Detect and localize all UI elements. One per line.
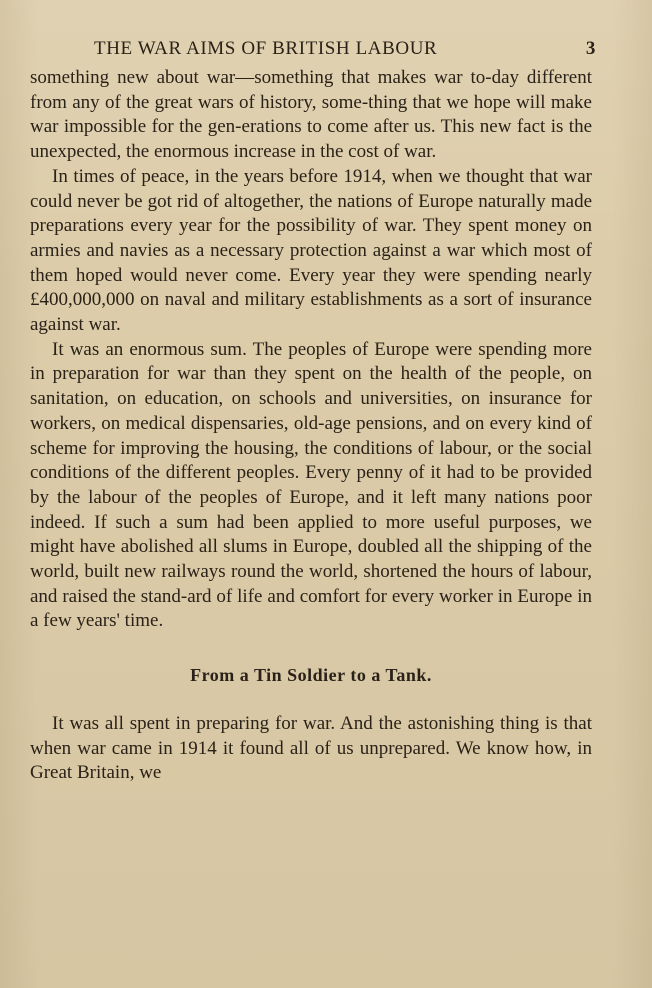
- paragraph: It was an enormous sum. The peoples of Europe were spending more in preparation for war than they spent on the health of the people, on sanitation, on education, on schools and universities, on insurance for workers, on medical dispensaries, old-age pensions, and on every kind of scheme for improving the housing, the conditions of labour, or the social conditions of the different peoples. Every penny of it had to be provided by the labour of the peoples of Europe, and it left many nations poor indeed. If such a sum had been applied to more useful purposes, we might have abolished all slums in Europe, doubled all the shipping of the world, built new railways round the world, shortened the hours of labour, and raised the stand-ard of life and comfort for every worker in Europe in a few years' time.: [30, 338, 592, 632]
- paragraph: It was all spent in preparing for war. And the astonishing thing is that when war came in 1914 it found all of us unprepared. We know how, in Great Britain, we: [30, 712, 592, 784]
- body-text: [30, 66, 592, 786]
- section-heading: From a Tin Soldier to a Tank.: [190, 665, 432, 686]
- running-title: THE WAR AIMS OF BRITISH LABOUR: [94, 38, 438, 59]
- page-header: [30, 38, 596, 66]
- paragraph-continued: something new about war—something that makes war to-day different from any of the great wars of history, some-thing that we hope will make war impossible for the gen-erations to come after us. This new fact is the unexpected, the enormous increase in the cost of war.: [30, 67, 592, 163]
- paragraph: In times of peace, in the years before 1914, when we thought that war could never be got rid of altogether, the nations of Europe naturally made preparations every year for the possibility of war. They spent money on armies and navies as a necessary protection against a war which most of them hoped would never come. Every year they were spending nearly £400,000,000 on naval and military establishments as a sort of insurance against war.: [30, 165, 592, 336]
- page-number: 3: [585, 38, 596, 59]
